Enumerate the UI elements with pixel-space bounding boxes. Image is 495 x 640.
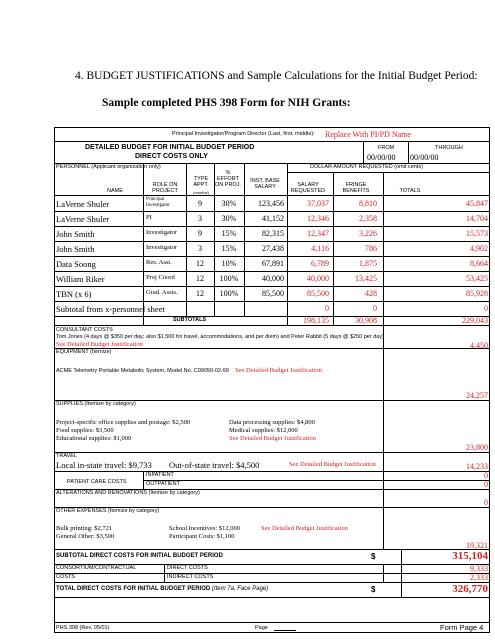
row-base-salary: 82,315 [262,229,284,238]
supplies-item: Educational supplies: $1,000 [56,435,132,442]
supplies-left [56,419,190,443]
total-direct-total: 326,770 [452,583,488,595]
row-name: TBN (x 6) [56,289,92,299]
col-salary: SALARY REQUESTED [290,182,326,194]
row-type: 12 [196,274,204,283]
supplies-item: Food supplies: $3,500 [56,427,114,434]
dollar-sign-total: $ [371,585,376,594]
row-effort: 15% [221,229,237,238]
inpatient-total: 0 [484,471,488,480]
outpatient-label: OUTPATIENT [146,481,181,487]
row-fringe: 428 [365,289,377,298]
equipment-label: EQUIPMENT (Itemize) [56,349,112,355]
row-name: Subtotal from x-personnel sheet [56,304,165,314]
supplies-item: Project-specific office supplies and postage: $2,500 [56,419,191,426]
inpatient-label: INPATIENT [146,472,174,478]
row-type: 9 [198,199,202,208]
row-salary: 12,347 [307,229,329,238]
subtotal-direct-total: 315,104 [452,550,488,562]
footer-page-label: Page [255,625,268,631]
row-type: 9 [198,229,202,238]
consortium-indirect-total: 2,333 [470,573,488,582]
section-heading: 4. BUDGET JUSTIFICATIONS and Sample Calculations for the Initial Budget Period: [75,70,478,82]
travel-label: TRAVEL [56,453,77,459]
form-title: DETAILED BUDGET FOR INITIAL BUDGET PERIOD [85,144,255,151]
consortium-label-2: COSTS [56,574,75,580]
row-type: 3 [198,244,202,253]
budget-form [54,127,490,633]
row-type: 3 [198,214,202,223]
row-salary: 40,000 [307,274,329,283]
footer-form-page: Form Page 4 [440,623,484,632]
subtotal-salary: 198,135 [303,316,329,325]
section-subheading: Sample completed PHS 398 Form for NIH Grants: [102,97,351,109]
supplies-item: Data processing supplies: $4,800 [229,419,315,426]
consortium-direct-label: DIRECT COSTS [167,565,208,571]
row-effort: 100% [219,274,239,283]
travel-total: 14,233 [466,462,488,471]
through-label: THROUGH [435,145,463,151]
outpatient-total: 0 [484,480,488,489]
row-effort: 30% [221,199,237,208]
dollar-sign: $ [371,552,376,561]
row-base-salary: 41,152 [262,214,284,223]
row-effort: 100% [219,289,239,298]
col-role: ROLE ON PROJECT [152,182,178,194]
row-type: 12 [196,259,204,268]
row-name: John Smith [56,244,95,254]
row-total: 53,425 [466,274,488,283]
row-salary: 4,116 [311,244,329,253]
subtotal-direct-label: SUBTOTAL DIRECT COSTS FOR INITIAL BUDGET PERIOD [56,553,223,559]
supplies-label: SUPPLIES (Itemize by category) [56,401,136,407]
row-effort: 15% [221,244,237,253]
from-value: 00/00/00 [367,153,396,162]
other-item: School Incentives: $12,000 [169,525,240,532]
alterations-total: 0 [484,498,488,507]
other-left [56,525,114,541]
row-total: 45,847 [466,199,488,208]
row-fringe: 13,425 [355,274,377,283]
row-fringe: 3,226 [359,229,377,238]
total-direct-label-text: TOTAL DIRECT COSTS FOR INITIAL BUDGET PERIOD [56,586,211,592]
row-name: LaVerne Shuler [56,214,110,224]
consortium-label: CONSORTIUM/CONTRACTUAL [56,565,137,571]
row-name: Data Soong [56,259,96,269]
travel-link[interactable]: See Detailed Budget Justification [289,461,376,468]
other-label: OTHER EXPENSES (Itemize by category) [56,508,160,514]
travel-out: Out-of-state travel: $4,500 [169,460,260,470]
patient-care-label: PATIENT CARE COSTS [67,479,127,485]
from-label: FROM [378,145,395,151]
total-direct-label [56,586,268,592]
row-total: 14,704 [466,214,488,223]
through-value: 00/00/00 [410,153,439,162]
row-fringe: 0 [373,304,377,313]
dollar-label: DOLLAR AMOUNT REQUESTED (omit cents) [310,164,423,170]
row-salary: 37,037 [307,199,329,208]
row-total: 0 [484,304,488,313]
row-total: 85,928 [466,289,488,298]
subtotals-label: SUBTOTALS [173,317,207,323]
footer-page-blank [274,630,296,631]
footer-form-id: PHS 398 (Rev. 05/01) [56,625,110,631]
consortium-direct-total: 9,333 [470,564,488,573]
other-item: General Other: $3,500 [56,533,115,540]
supplies-total: 23,800 [466,443,488,452]
row-name: LaVerne Shuler [56,199,110,209]
personnel-label: PERSONNEL (Applicant organization only) [56,164,161,170]
subtotal-fringe: 30,908 [355,316,377,325]
col-fringe: FRINGE BENEFITS [342,182,370,194]
other-item: Bulk printing: $2,721 [56,525,113,532]
row-fringe: 2,358 [359,214,377,223]
row-effort: 10% [221,259,237,268]
row-fringe: 1,875 [359,259,377,268]
row-salary: 6,789 [311,259,329,268]
equipment-text: ACME Telemetry Portable Metabolic System, Model No. C09050-02-99 [56,368,229,374]
row-total: 15,573 [466,229,488,238]
row-base-salary: 27,438 [262,244,284,253]
row-role: Investigator [146,244,178,251]
row-base-salary: 67,891 [262,259,284,268]
row-total: 8,664 [470,259,488,268]
row-fringe: 786 [365,244,377,253]
supplies-link[interactable]: See Detailed Budget Justification [229,435,316,442]
equipment-link[interactable]: See Detailed Budget Justification [235,367,322,374]
row-base-salary: 85,500 [262,289,284,298]
other-item: Participant Costs: $1,100 [169,533,235,540]
row-role: PI [146,214,152,221]
row-role: Proj Coord [146,274,175,281]
other-link[interactable]: See Detailed Budget Justification [261,525,348,532]
subtotal-total: 229,043 [462,316,488,325]
form-subtitle: DIRECT COSTS ONLY [135,153,208,160]
row-base-salary: 123,456 [258,199,284,208]
consultant-label: CONSULTANT COSTS [56,327,113,333]
consortium-indirect-label: INDIRECT COSTS [167,574,214,580]
equipment-total: 24,257 [466,391,488,400]
row-salary: 85,500 [307,289,329,298]
supplies-item: Medical supplies: $12,000 [229,427,298,434]
row-role: Grad. Assts. [146,289,178,296]
row-role: Res. Asst. [146,259,172,266]
col-name: NAME [107,188,123,194]
consultant-text: Tom Jones (4 days @ $350 per day; also $1,500 for travel, accommodations, and per diem) and Peter Rabbit (5 days @ $250 per day) [56,334,384,340]
pi-label: Principal Investigator/Program Director (Last, first, middle): [172,131,315,137]
col-totals: TOTALS [399,188,421,194]
row-effort: 30% [221,214,237,223]
row-salary: 0 [325,304,329,313]
consultant-link[interactable]: See Detailed Budget Justification [56,341,143,348]
alterations-label: ALTERATIONS AND RENOVATIONS (Itemize by category) [56,490,200,496]
col-effort: % EFFORT ON PROJ. [215,170,241,188]
row-role: Principal Investigator [146,197,170,208]
row-base-salary: 40,000 [262,274,284,283]
col-type-sub: (months) [193,190,209,195]
row-type: 12 [196,289,204,298]
row-fringe: 8,810 [359,199,377,208]
travel-local: Local in-state travel: $9,733 [56,460,152,470]
other-mid [169,525,240,541]
pi-value: Replace With PI/PD Name [325,130,411,139]
total-direct-note: (Item 7a, Face Page) [211,586,269,592]
row-role: Investigator [146,229,178,236]
supplies-right [229,419,316,443]
row-name: John Smith [56,229,95,239]
row-total: 4,902 [470,244,488,253]
consultant-total: 4,450 [470,341,488,350]
col-type: TYPE APPT. [193,176,209,188]
row-salary: 12,346 [307,214,329,223]
col-base: INST. BASE SALARY [250,178,280,190]
row-name: William Riker [56,274,105,284]
other-total: 19,321 [466,541,488,550]
